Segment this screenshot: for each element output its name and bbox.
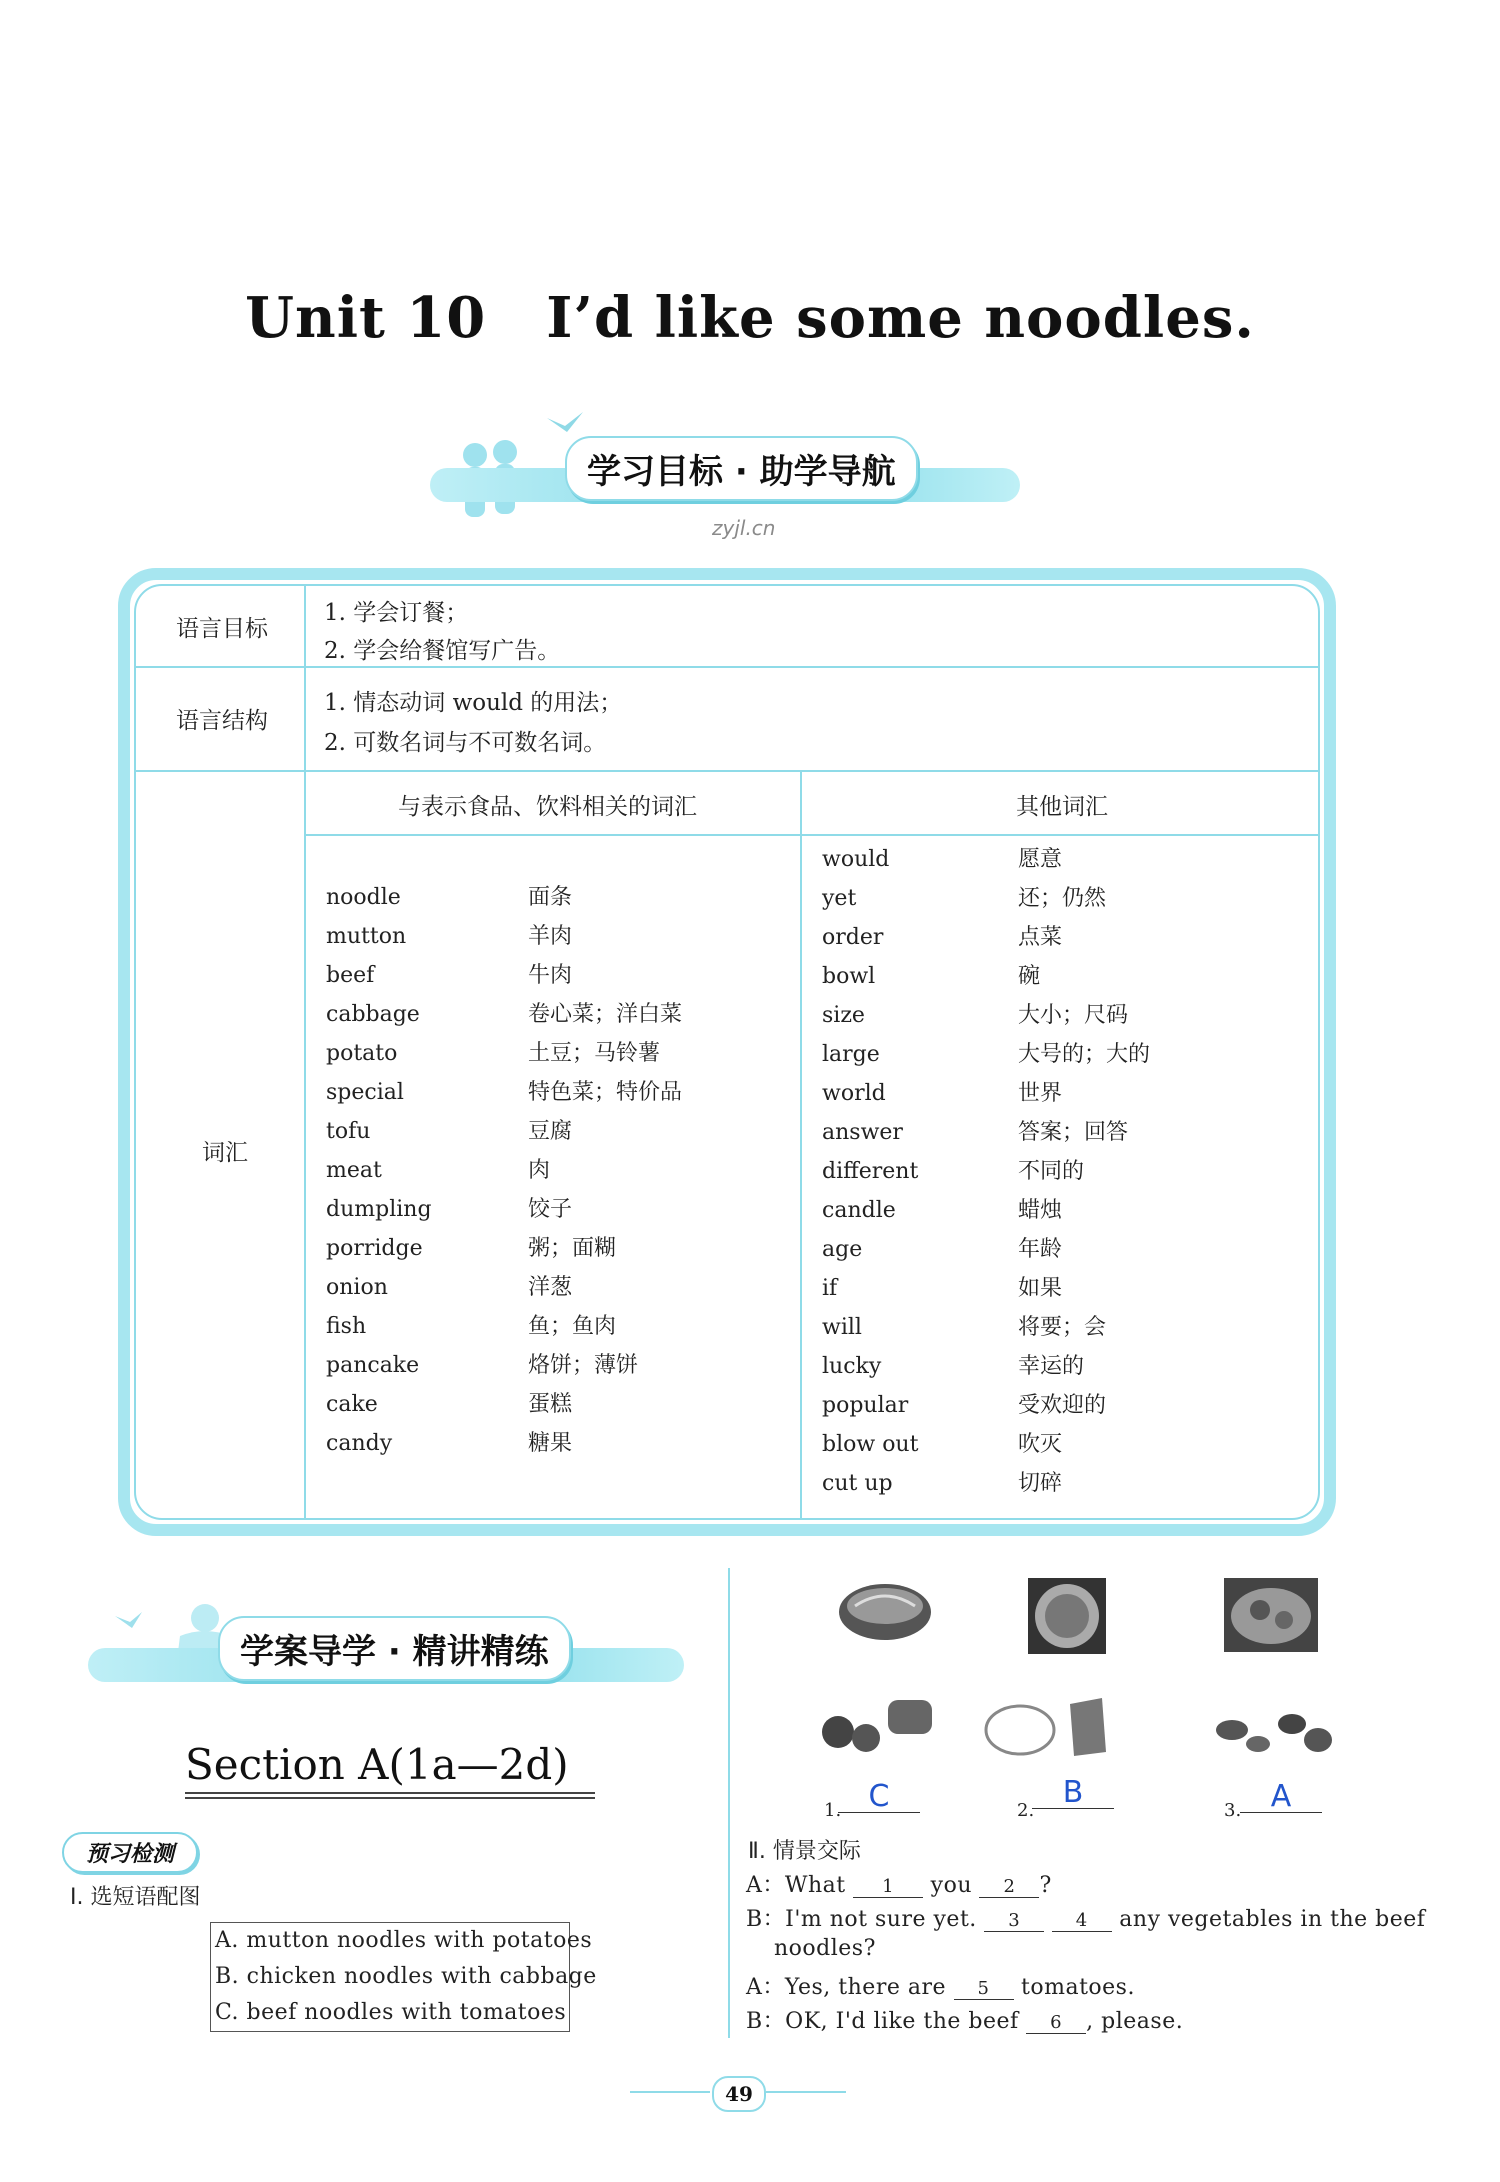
other-word-en-14: popular [822,1393,909,1418]
blank-1[interactable]: 1 [853,1876,923,1898]
page-number-decoration [766,2091,846,2093]
option-c: C. beef noodles with tomatoes [215,2000,567,2025]
food-word-zh-8: 饺子 [528,1197,573,1222]
food-word-en-9: porridge [326,1236,423,1261]
phrase-options-box [210,1922,597,2032]
other-word-en-6: world [822,1081,886,1106]
other-word-zh-0: 愿意 [1018,847,1063,872]
section-underline [185,1797,595,1799]
food-word-zh-5: 特色菜；特价品 [528,1080,683,1105]
food-word-zh-3: 卷心菜；洋白菜 [528,1002,683,1027]
food-word-en-2: beef [326,963,375,988]
food-word-zh-6: 豆腐 [528,1119,573,1144]
food-word-zh-1: 羊肉 [528,924,573,949]
noodle-bowl-picture-3 [1222,1576,1320,1654]
option-b: B. chicken noodles with cabbage [215,1964,597,1989]
vocab-label: 词汇 [202,1140,248,1166]
part1-heading: Ⅰ. 选短语配图 [70,1885,201,1910]
dialogue-line-5: B：OK, I'd like the beef 6 , please. [746,2009,1184,2034]
section-title: Section A(1a—2d) [185,1740,569,1789]
other-word-en-2: order [822,925,884,950]
food-words-english [326,878,432,1463]
food-word-zh-12: 烙饼；薄饼 [528,1353,639,1378]
food-word-en-3: cabbage [326,1002,420,1027]
noodle-bowl-picture-2 [1026,1576,1108,1656]
objectives-table [134,584,1320,1520]
page-number: 49 [712,2076,766,2112]
other-word-zh-8: 不同的 [1018,1159,1085,1184]
goal-2: 2. 学会给餐馆写广告。 [324,638,561,664]
noodle-bowl-picture-1 [835,1576,935,1650]
other-word-zh-7: 答案；回答 [1018,1120,1129,1145]
answer-2-blank[interactable] [1032,1775,1114,1810]
food-word-zh-10: 洋葱 [528,1275,573,1300]
dialogue-line-3: noodles? [774,1936,876,1961]
other-word-en-7: answer [822,1120,903,1145]
food-word-en-12: pancake [326,1353,420,1378]
other-word-zh-12: 将要；会 [1018,1315,1107,1340]
answer-1-blank[interactable] [838,1779,920,1814]
answer-2-number: 2. [1017,1800,1035,1821]
preview-check-pill: 预习检测 [62,1832,198,1873]
answer-3-value: A [1270,1779,1292,1814]
other-word-en-13: lucky [822,1354,882,1379]
food-words-chinese [528,878,682,1463]
other-words-english [822,840,918,1503]
banner-title: 学习目标 · 助学导航 [565,436,918,501]
other-word-en-1: yet [822,886,857,911]
food-word-en-7: meat [326,1158,382,1183]
food-word-en-13: cake [326,1392,378,1417]
column-divider [728,1568,730,2038]
food-word-zh-9: 粥；面糊 [528,1236,617,1261]
bird-icon [545,408,585,438]
banner-title: 学案导学 · 精讲精练 [218,1616,571,1681]
other-word-zh-16: 切碎 [1018,1471,1063,1496]
other-word-zh-13: 幸运的 [1018,1354,1085,1379]
structure-label: 语言结构 [176,708,268,734]
other-word-zh-14: 受欢迎的 [1018,1393,1107,1418]
other-word-en-11: if [822,1276,838,1301]
potato-mutton-picture [1210,1700,1340,1762]
answer-3-number: 3. [1224,1800,1242,1821]
other-word-en-10: age [822,1237,863,1262]
other-word-zh-4: 大小；尺码 [1018,1003,1129,1028]
blank-5[interactable]: 5 [954,1978,1014,2000]
section-underline [185,1792,595,1794]
blank-6[interactable]: 6 [1026,2012,1086,2034]
answer-2-value: B [1062,1775,1084,1810]
goal-label: 语言目标 [176,616,268,642]
answer-1-number: 1. [824,1800,842,1821]
food-vocab-header: 与表示食品、饮料相关的词汇 [398,794,697,820]
other-words-chinese [1018,840,1150,1503]
dialogue-line-1: A：What 1 you 2 ? [746,1873,1052,1898]
food-word-en-1: mutton [326,924,407,949]
food-word-en-0: noodle [326,885,401,910]
other-word-zh-2: 点菜 [1018,925,1063,950]
unit-title [0,285,1500,351]
other-word-en-3: bowl [822,964,876,989]
dialogue-line-4: A：Yes, there are 5 tomatoes. [746,1975,1135,2000]
food-word-en-8: dumpling [326,1197,432,1222]
option-a: A. mutton noodles with potatoes [215,1928,593,1953]
food-word-en-5: special [326,1080,404,1105]
other-word-en-5: large [822,1042,880,1067]
food-word-zh-11: 鱼；鱼肉 [528,1314,617,1339]
watermark: zyjl.cn [712,516,776,540]
other-word-zh-15: 吹灭 [1018,1432,1063,1457]
structure-1: 1. 情态动词 would 的用法； [324,690,623,716]
food-word-zh-7: 肉 [528,1158,551,1183]
part2-heading: Ⅱ. 情景交际 [748,1839,861,1864]
page-number-decoration [630,2091,710,2093]
blank-2[interactable]: 2 [979,1876,1039,1898]
cabbage-chicken-picture [982,1692,1118,1762]
blank-3[interactable]: 3 [984,1910,1044,1932]
other-word-en-16: cut up [822,1471,893,1496]
other-word-en-0: would [822,847,890,872]
blank-4[interactable]: 4 [1052,1910,1112,1932]
other-word-zh-5: 大号的；大的 [1018,1042,1151,1067]
other-word-zh-11: 如果 [1018,1276,1063,1301]
dialogue-line-2: B：I'm not sure yet. 3 4 any vegetables in the beef [746,1907,1426,1932]
unit-sentence: I’d like some noodles. [546,285,1255,351]
food-word-en-14: candy [326,1431,393,1456]
answer-1-value: C [868,1779,890,1814]
food-word-zh-14: 糖果 [528,1431,573,1456]
other-word-en-4: size [822,1003,865,1028]
food-word-en-6: tofu [326,1119,371,1144]
other-vocab-header: 其他词汇 [1016,794,1108,820]
food-word-zh-2: 牛肉 [528,963,573,988]
food-word-en-4: potato [326,1041,398,1066]
goal-1: 1. 学会订餐； [324,600,469,626]
other-word-en-9: candle [822,1198,896,1223]
food-word-zh-0: 面条 [528,885,573,910]
answer-3-blank[interactable] [1240,1779,1322,1814]
unit-number: Unit 10 [245,285,487,351]
food-word-en-11: fish [326,1314,367,1339]
other-word-en-15: blow out [822,1432,919,1457]
structure-2: 2. 可数名词与不可数名词。 [324,730,607,756]
food-word-zh-4: 土豆；马铃薯 [528,1041,661,1066]
other-word-en-8: different [822,1159,919,1184]
other-word-zh-6: 世界 [1018,1081,1063,1106]
other-word-zh-1: 还；仍然 [1018,886,1107,911]
food-word-en-10: onion [326,1275,388,1300]
other-word-zh-9: 蜡烛 [1018,1198,1063,1223]
other-word-zh-3: 碗 [1018,964,1041,989]
tomato-beef-picture [818,1692,938,1762]
other-word-zh-10: 年龄 [1018,1237,1063,1262]
food-word-zh-13: 蛋糕 [528,1392,573,1417]
other-word-en-12: will [822,1315,862,1340]
